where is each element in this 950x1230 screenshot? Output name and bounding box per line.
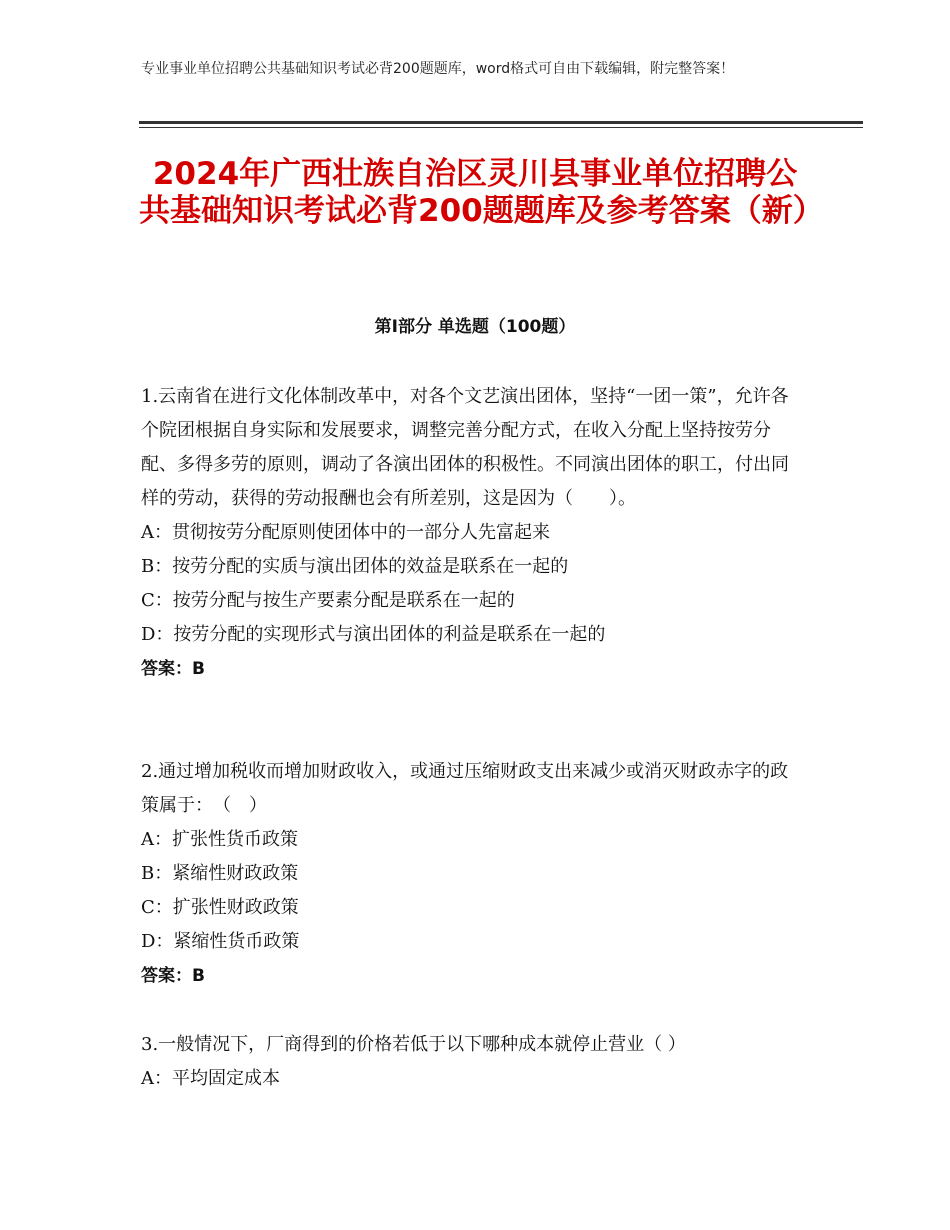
section-title: 第Ⅰ部分 单选题（100题） <box>374 317 576 337</box>
question-stem: 3.一般情况下，厂商得到的价格若低于以下哪种成本就停止营业（ ） <box>141 1034 686 1055</box>
question-3 <box>141 1028 801 1096</box>
question-1 <box>141 380 801 686</box>
answer: 答案：B <box>141 966 205 986</box>
option-a: A：贯彻按劳分配原则使团体中的一部分人先富起来 <box>141 522 550 543</box>
question-stem: 1.云南省在进行文化体制改革中，对各个文艺演出团体，坚持“一团一策”，允许各个院团根据自身实际和发展要求，调整完善分配方式，在收入分配上坚持按劳分配、多得多劳的原则，调动了各演出团体的积极性。不同演出团体的职工，付出同样的劳动，获得的劳动报酬也会有所差别，这是因为（ ）。 <box>141 386 789 509</box>
question-2 <box>141 755 801 993</box>
option-c: C：扩张性财政政策 <box>141 897 299 918</box>
option-a: A：平均固定成本 <box>141 1068 280 1089</box>
option-d: D：紧缩性货币政策 <box>141 931 300 952</box>
option-c: C：按劳分配与按生产要素分配是联系在一起的 <box>141 590 515 611</box>
option-b: B：按劳分配的实质与演出团体的效益是联系在一起的 <box>141 556 569 577</box>
question-stem: 2.通过增加税收而增加财政收入，或通过压缩财政支出来减少或消灭财政赤字的政策属于： （ ） <box>141 761 789 816</box>
answer: 答案：B <box>141 659 205 679</box>
document-title: 2024年广西壮族自治区灵川县事业单位招聘公共基础知识考试必背200题题库及参考答案（新） <box>139 156 824 229</box>
header-divider-thin <box>139 127 863 128</box>
option-d: D：按劳分配的实现形式与演出团体的利益是联系在一起的 <box>141 624 606 645</box>
option-a: A：扩张性货币政策 <box>141 829 298 850</box>
option-b: B：紧缩性财政政策 <box>141 863 299 884</box>
header-divider-thick <box>139 121 863 124</box>
header-note: 专业事业单位招聘公共基础知识考试必背200题题库，word格式可自由下载编辑，附完整答案！ <box>141 61 735 77</box>
